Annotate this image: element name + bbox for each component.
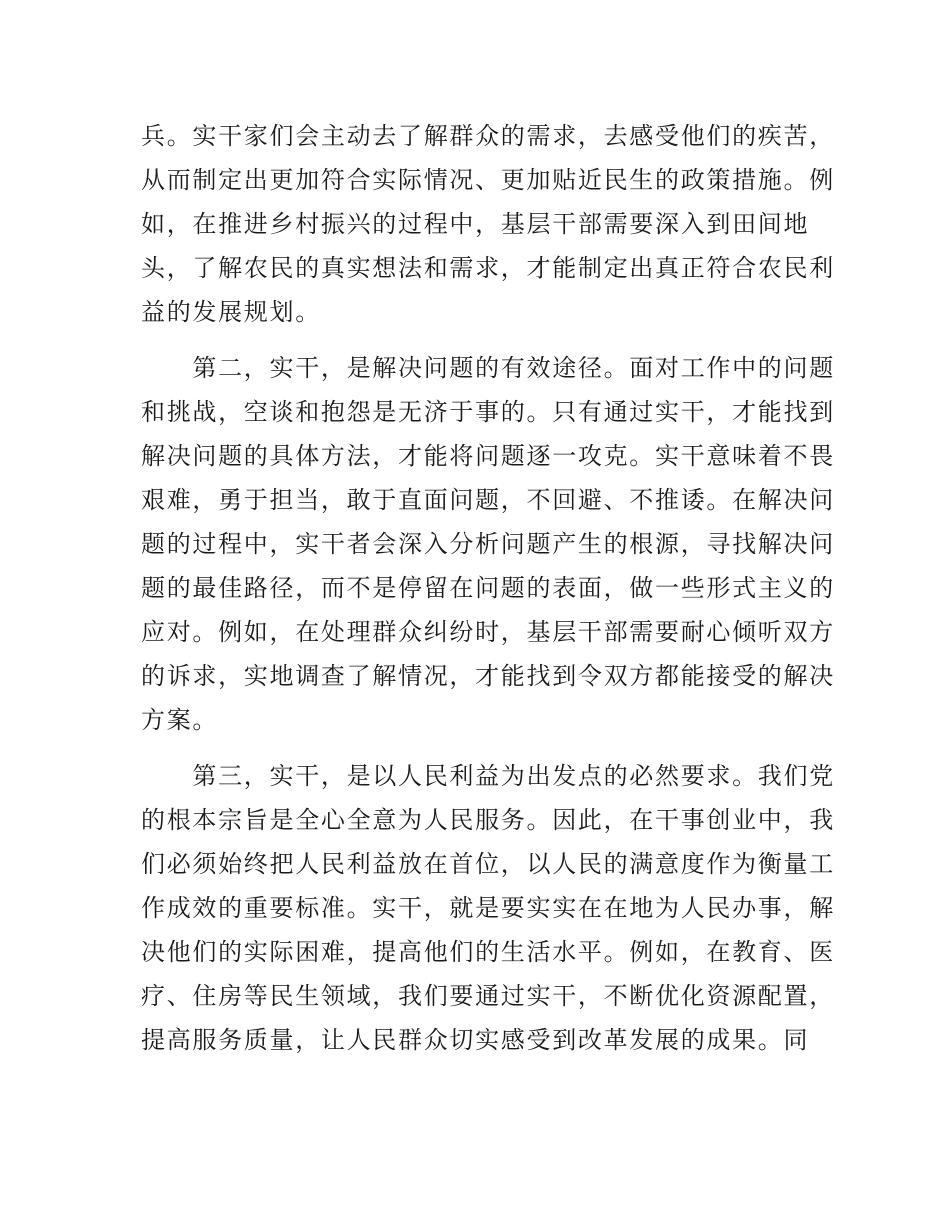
text-line: 作成效的重要标准。实干，就是要实实在在地为人民办事，解: [141, 894, 835, 922]
document-body: [141, 114, 835, 1062]
paragraph-2: [141, 346, 835, 742]
text-line: 决他们的实际困难，提高他们的生活水平。例如，在教育、医: [141, 938, 835, 966]
text-line: 第三，实干，是以人民利益为出发点的必然要求。我们党: [141, 762, 835, 790]
text-line: 艰难，勇于担当，敢于直面问题，不回避、不推诿。在解决问: [141, 486, 835, 514]
text-line: 从而制定出更加符合实际情况、更加贴近民生的政策措施。例: [141, 166, 835, 194]
text-line: 的诉求，实地调查了解情况，才能找到令双方都能接受的解决: [141, 662, 835, 690]
text-line: 题的最佳路径，而不是停留在问题的表面，做一些形式主义的: [141, 574, 835, 602]
text-line: 方案。: [141, 706, 219, 734]
text-line: 疗、住房等民生领域，我们要通过实干，不断优化资源配置，: [141, 982, 835, 1010]
text-line: 如，在推进乡村振兴的过程中，基层干部需要深入到田间地: [141, 210, 810, 238]
paragraph-3: [141, 754, 835, 1062]
text-line: 题的过程中，实干者会深入分析问题产生的根源，寻找解决问: [141, 530, 835, 558]
text-line: 和挑战，空谈和抱怨是无济于事的。只有通过实干，才能找到: [141, 398, 835, 426]
text-line: 兵。实干家们会主动去了解群众的需求，去感受他们的疾苦，: [141, 122, 835, 150]
text-line: 们必须始终把人民利益放在首位，以人民的满意度作为衡量工: [141, 850, 835, 878]
paragraph-1: [141, 114, 835, 334]
text-line: 应对。例如，在处理群众纠纷时，基层干部需要耐心倾听双方: [141, 618, 835, 646]
text-line: 第二，实干，是解决问题的有效途径。面对工作中的问题: [141, 354, 835, 382]
text-line: 提高服务质量，让人民群众切实感受到改革发展的成果。同: [141, 1026, 810, 1054]
text-line: 的根本宗旨是全心全意为人民服务。因此，在干事创业中，我: [141, 806, 835, 834]
text-line: 解决问题的具体方法，才能将问题逐一攻克。实干意味着不畏: [141, 442, 835, 470]
text-line: 头，了解农民的真实想法和需求，才能制定出真正符合农民利: [141, 254, 835, 282]
text-line: 益的发展规划。: [141, 298, 321, 326]
